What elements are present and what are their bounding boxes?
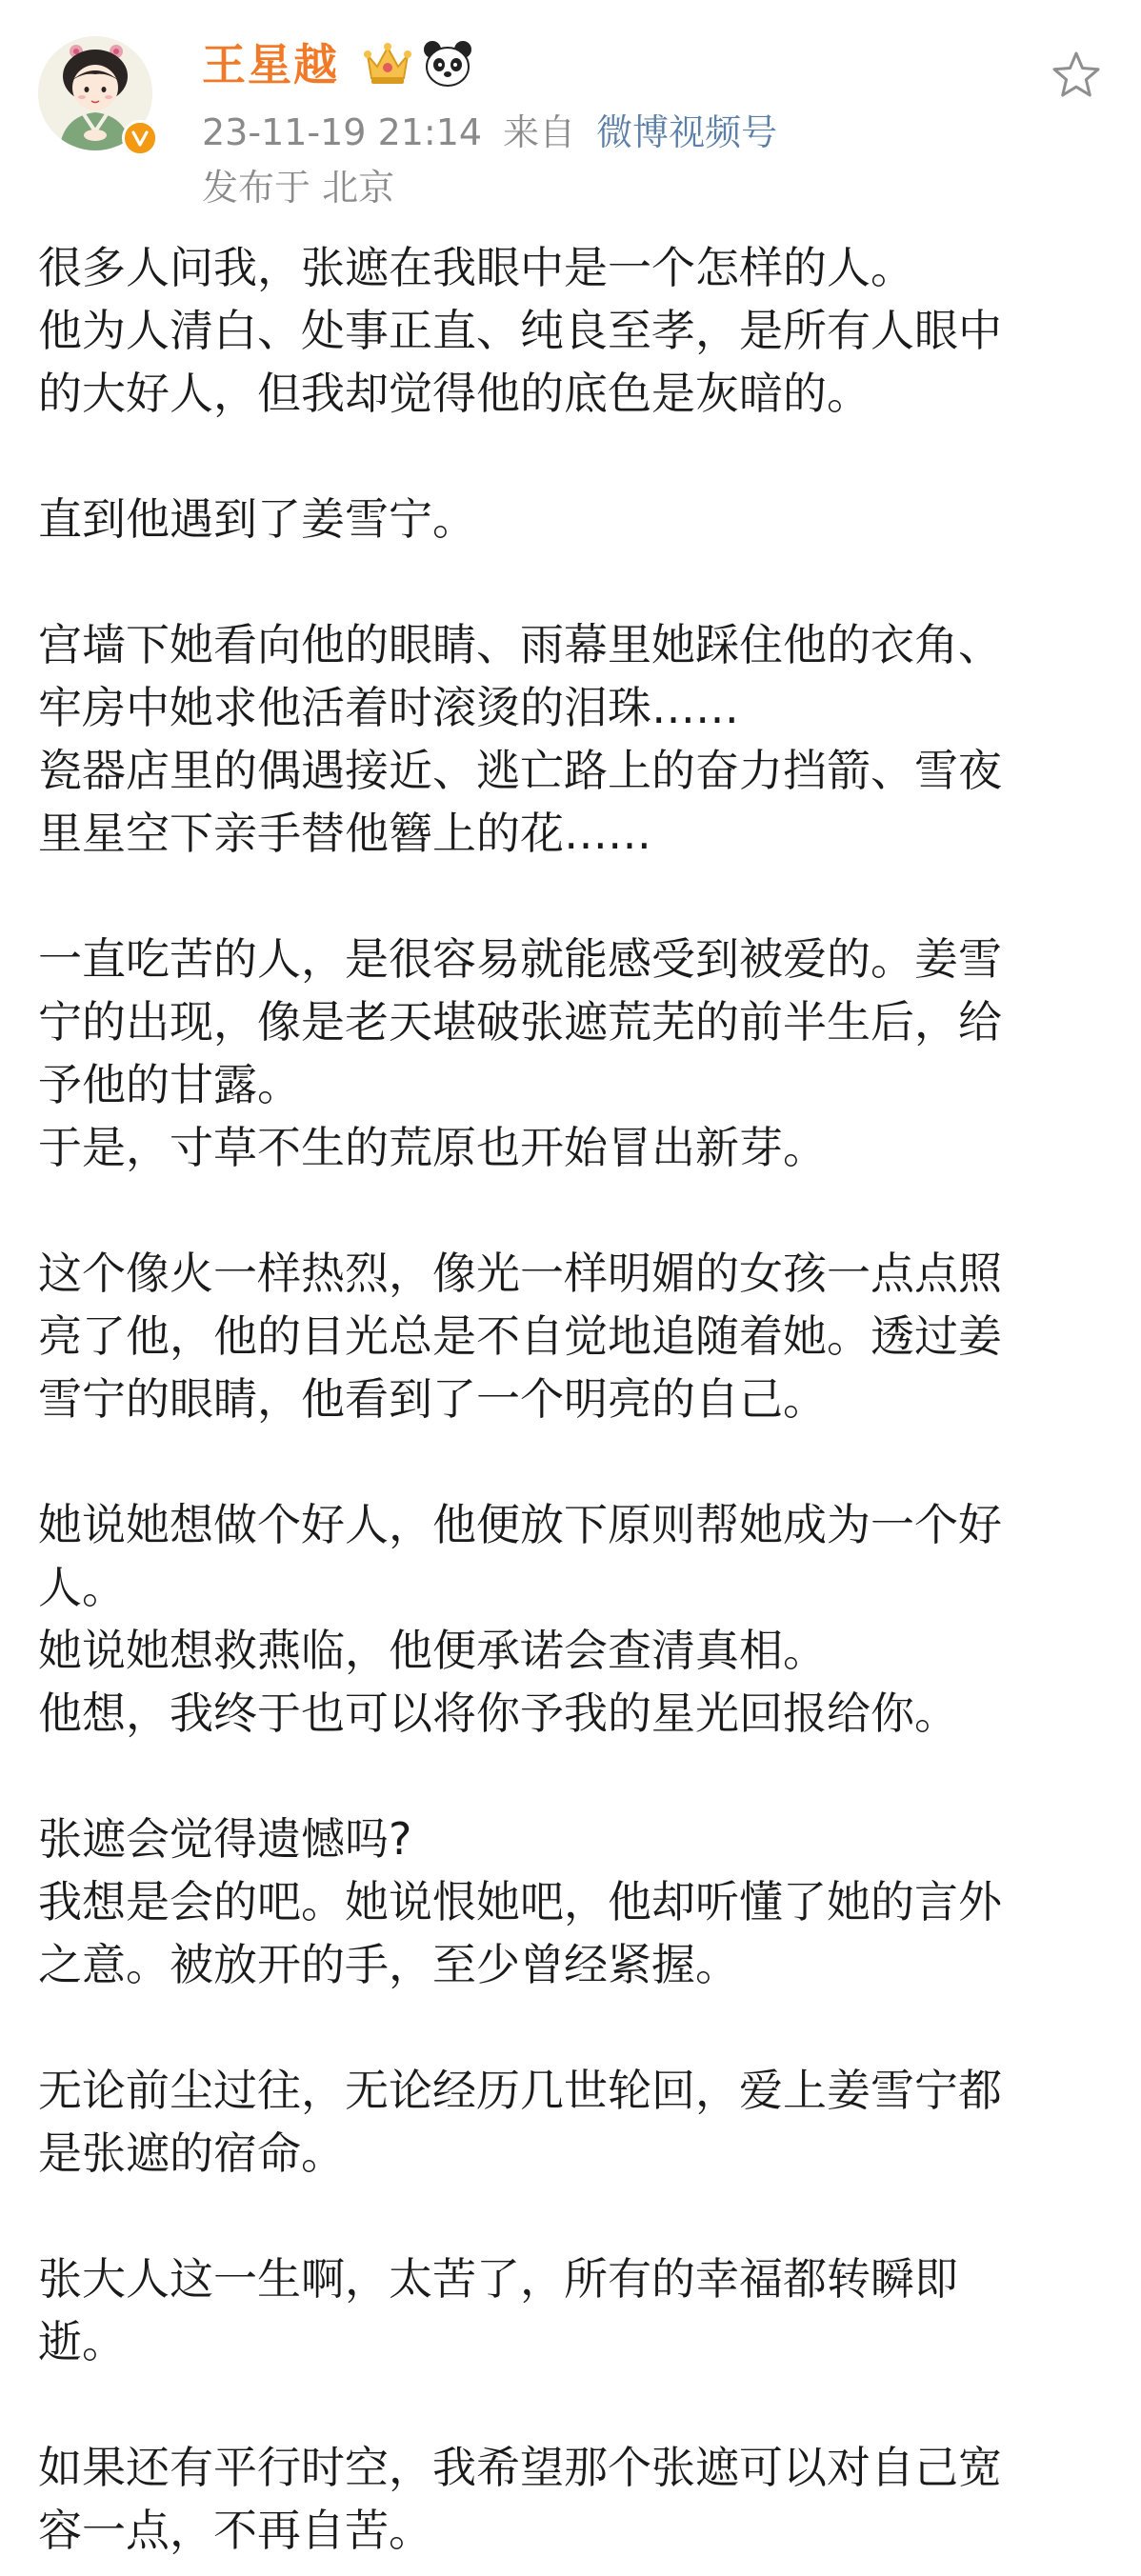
post-text <box>38 236 1103 2562</box>
author-avatar[interactable] <box>38 36 160 158</box>
post-paragraph <box>38 1242 1103 1430</box>
post-text-line: 牢房中她求他活着时滚烫的泪珠…… <box>38 682 739 733</box>
post-paragraph <box>38 2436 1103 2562</box>
post-text-line: 宫墙下她看向他的眼睛、雨幕里她踩住他的衣角、 <box>38 619 1002 670</box>
post-text-line: 张大人这一生啊，太苦了，所有的幸福都转瞬即 <box>38 2253 958 2305</box>
post-paragraph <box>38 488 1103 550</box>
post-text-line: 雪宁的眼睛，他看到了一个明亮的自己。 <box>38 1373 827 1425</box>
post-timestamp[interactable]: 23-11-19 21:14 <box>202 111 483 153</box>
post-paragraph <box>38 236 1103 425</box>
post-text-line: 她说她想做个好人，他便放下原则帮她成为一个好 <box>38 1499 1002 1550</box>
post-paragraph <box>38 613 1103 865</box>
post-text-line: 他想，我终于也可以将你予我的星光回报给你。 <box>38 1687 958 1739</box>
post-text-line: 于是，寸草不生的荒原也开始冒出新芽。 <box>38 1122 827 1173</box>
verified-badge-icon <box>122 120 158 156</box>
post-text-line: 张遮会觉得遗憾吗? <box>38 1813 412 1865</box>
post-paragraph <box>38 1493 1103 1745</box>
post-text-line: 容一点，不再自苦。 <box>38 2505 432 2556</box>
post-text-line: 之意。被放开的手，至少曾经紧握。 <box>38 1939 739 1990</box>
post-text-line: 里星空下亲手替他簪上的花…… <box>38 808 651 859</box>
post-text-line: 她说她想救燕临，他便承诺会查清真相。 <box>38 1625 827 1676</box>
post-text-line: 予他的甘露。 <box>38 1059 301 1110</box>
post-location: 发布于 北京 <box>202 167 395 209</box>
post-text-line: 直到他遇到了姜雪宁。 <box>38 493 476 545</box>
panda-icon[interactable] <box>421 38 474 90</box>
post-header <box>0 0 1141 229</box>
post-text-line: 人。 <box>38 1562 126 1613</box>
vip-crown-icon[interactable] <box>360 38 415 90</box>
post-text-line: 这个像火一样热烈，像光一样明媚的女孩一点点照 <box>38 1248 1002 1299</box>
post-text-line: 他为人清白、处事正直、纯良至孝，是所有人眼中 <box>38 305 1002 356</box>
post-text-line: 瓷器店里的偶遇接近、逃亡路上的奋力挡箭、雪夜 <box>38 745 1002 796</box>
post-source-link[interactable]: 微博视频号 <box>596 111 778 153</box>
post-text-line: 是张遮的宿命。 <box>38 2127 345 2179</box>
post-paragraph <box>38 1807 1103 1996</box>
source-prefix: 来自 <box>503 111 576 153</box>
post-text-line: 无论前尘过往，无论经历几世轮回，爱上姜雪宁都 <box>38 2065 1002 2116</box>
author-name[interactable]: 王星越 <box>202 39 339 90</box>
post-paragraph <box>38 2247 1103 2373</box>
post-text-line: 一直吃苦的人，是很容易就能感受到被爱的。姜雪 <box>38 933 1002 985</box>
post-text-line: 我想是会的吧。她说恨她吧，他却听懂了她的言外 <box>38 1876 1002 1927</box>
post-text-line: 如果还有平行时空，我希望那个张遮可以对自己宽 <box>38 2442 1002 2493</box>
post-meta <box>202 107 777 158</box>
post-paragraph <box>38 928 1103 1179</box>
post-text-line: 逝。 <box>38 2316 126 2367</box>
post-text-line: 的大好人，但我却觉得他的底色是灰暗的。 <box>38 368 871 419</box>
favorite-button[interactable] <box>1048 48 1105 105</box>
star-outline-icon <box>1048 48 1105 105</box>
post-paragraph <box>38 2059 1103 2185</box>
post-text-line: 亮了他，他的目光总是不自觉地追随着她。透过姜 <box>38 1310 1002 1362</box>
post-text-line: 很多人问我，张遮在我眼中是一个怎样的人。 <box>38 242 914 293</box>
post-text-line: 宁的出现，像是老天堪破张遮荒芜的前半生后，给 <box>38 996 1002 1048</box>
